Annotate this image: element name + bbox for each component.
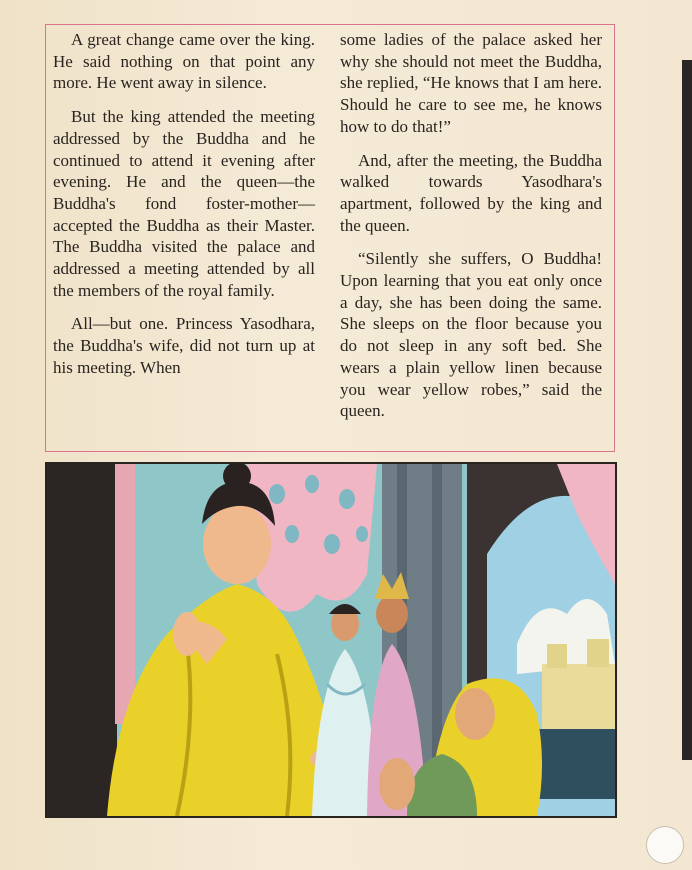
paragraph: All—but one. Princess Yasodhara, the Buddha's wife, did not turn up at his meeting. When — [53, 314, 315, 377]
paragraph: A great change came over the king. He said nothing on that point any more. He went away in silence. — [53, 30, 315, 93]
yasodhara-face — [455, 688, 495, 740]
raised-hand — [173, 612, 201, 656]
narration-box — [45, 24, 615, 452]
paragraph: some ladies of the palace asked her why she should not meet the Buddha, she replied, “He knows that I am here. Should he care to see me, he knows how to do that!” — [340, 30, 602, 136]
buddha-face — [203, 504, 271, 584]
paragraph: And, after the meeting, the Buddha walked towards Yasodhara's apartment, followed by the king and the queen. — [340, 150, 602, 235]
text-column-left — [53, 29, 315, 391]
distant-palace — [542, 664, 615, 734]
window-lattice — [535, 729, 615, 799]
paragraph: But the king attended the meeting addressed by the Buddha and he continued to attend it evening after evening. He and the queen—the Buddha's fond foster-mother—accepted the Buddha as their Master. The Buddha visited the palace and addressed a meeting attended by all the members of the royal family. — [53, 107, 315, 300]
illustration-art — [47, 464, 615, 816]
text-column-right — [340, 29, 602, 434]
page-edge-shadow — [682, 60, 692, 760]
dark-doorway — [47, 464, 117, 816]
publisher-stamp-icon — [646, 826, 684, 864]
king-face — [376, 595, 408, 633]
folded-hands — [379, 758, 415, 810]
paragraph: “Silently she suffers, O Buddha! Upon learning that you eat only once a day, she has been doing the same. She sleeps on the floor because you do not sleep in any soft bed. She wears a plain yellow linen because you wear yellow robes,” said the queen. — [340, 249, 602, 421]
comic-illustration — [45, 462, 617, 818]
